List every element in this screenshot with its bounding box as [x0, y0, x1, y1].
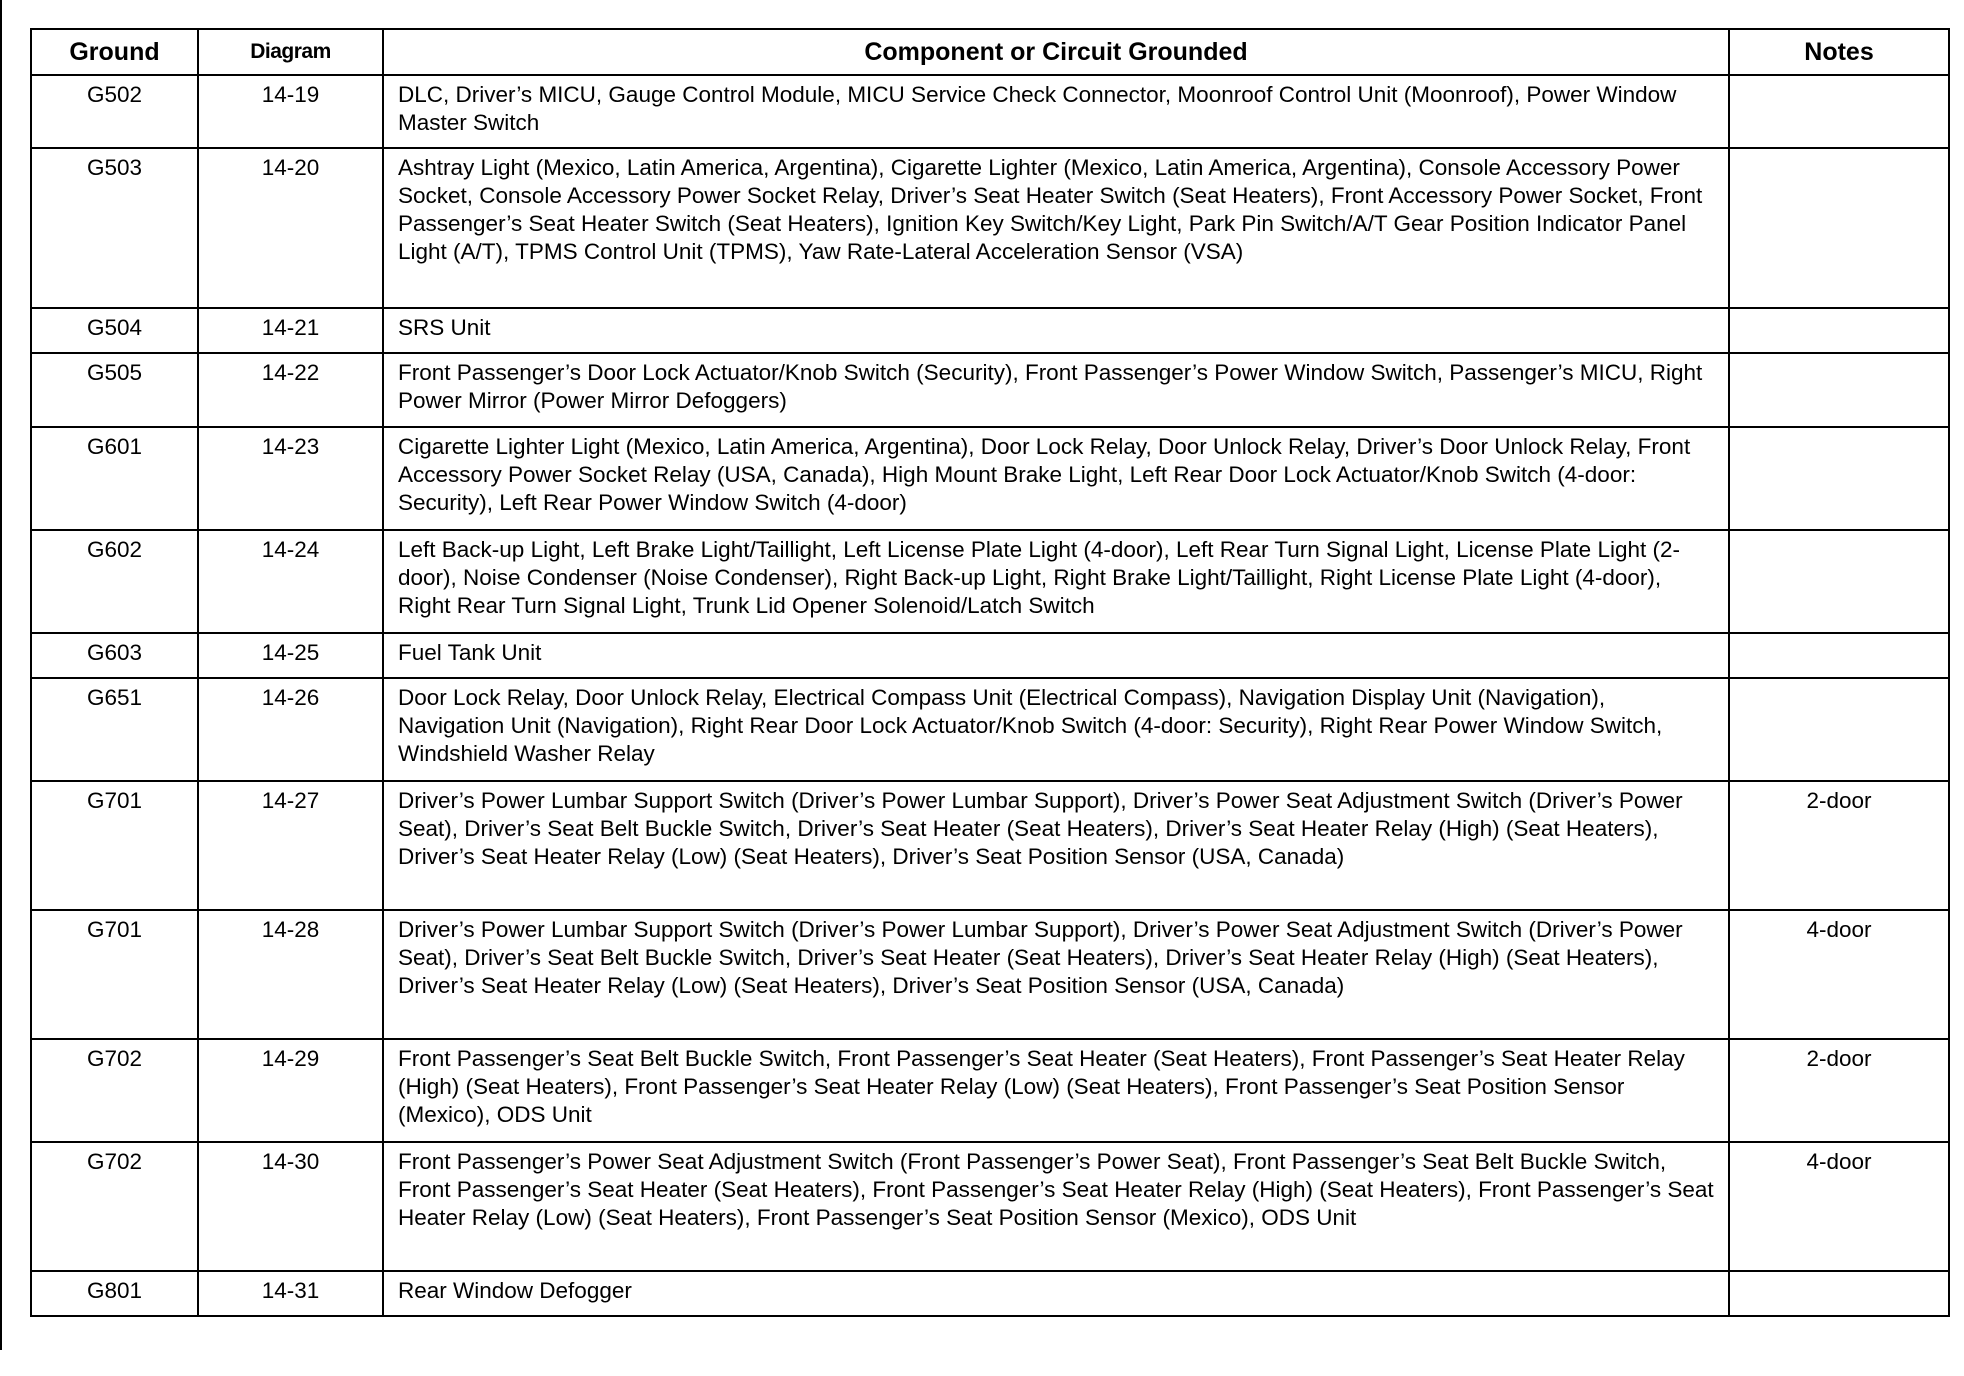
component-cell: SRS Unit: [383, 308, 1729, 353]
table-row: [31, 910, 1949, 1039]
ground-cell: G801: [31, 1271, 198, 1316]
notes-cell: [1729, 75, 1949, 148]
component-cell: Front Passenger’s Door Lock Actuator/Knob Switch (Security), Front Passenger’s Power Window Switch, Passenger’s MICU, Right Power Mirror (Power Mirror Defoggers): [383, 353, 1729, 427]
header-notes: Notes: [1729, 29, 1949, 75]
header-component: Component or Circuit Grounded: [383, 29, 1729, 75]
ground-cell: G702: [31, 1039, 198, 1142]
table-row: [31, 633, 1949, 678]
ground-cell: G504: [31, 308, 198, 353]
notes-cell: 4-door: [1729, 910, 1949, 1039]
table-row: [31, 1271, 1949, 1316]
page-edge-line: [0, 0, 2, 1350]
table-row: [31, 530, 1949, 633]
notes-cell: [1729, 427, 1949, 530]
notes-cell: [1729, 1271, 1949, 1316]
component-cell: Front Passenger’s Seat Belt Buckle Switch, Front Passenger’s Seat Heater (Seat Heaters), Front Passenger’s Seat Heater Relay (High) (Seat Heaters), Front Passenger’s Seat Heater Relay (Low) (Seat Heaters), Front Passenger’s Seat Position Sensor (Mexico), ODS Unit: [383, 1039, 1729, 1142]
table-row: [31, 781, 1949, 910]
notes-cell: 2-door: [1729, 1039, 1949, 1142]
component-cell: Door Lock Relay, Door Unlock Relay, Electrical Compass Unit (Electrical Compass), Navigation Display Unit (Navigation), Navigation Unit (Navigation), Right Rear Door Lock Actuator/Knob Switch (4-door: Security), Right Rear Power Window Switch, Windshield Washer Relay: [383, 678, 1729, 781]
notes-cell: 4-door: [1729, 1142, 1949, 1271]
notes-cell: [1729, 353, 1949, 427]
component-cell: Rear Window Defogger: [383, 1271, 1729, 1316]
component-cell: Front Passenger’s Power Seat Adjustment Switch (Front Passenger’s Power Seat), Front Passenger’s Seat Belt Buckle Switch, Front Passenger’s Seat Heater (Seat Heaters), Front Passenger’s Seat Heater Relay (High) (Seat Heaters), Front Passenger’s Seat Heater Relay (Low) (Seat Heaters), Front Passenger’s Seat Position Sensor (Mexico), ODS Unit: [383, 1142, 1729, 1271]
component-cell: DLC, Driver’s MICU, Gauge Control Module, MICU Service Check Connector, Moonroof Control Unit (Moonroof), Power Window Master Switch: [383, 75, 1729, 148]
table-row: [31, 148, 1949, 308]
diagram-cell: 14-30: [198, 1142, 383, 1271]
diagram-cell: 14-23: [198, 427, 383, 530]
diagram-cell: 14-28: [198, 910, 383, 1039]
diagram-cell: 14-31: [198, 1271, 383, 1316]
ground-cell: G603: [31, 633, 198, 678]
ground-cell: G702: [31, 1142, 198, 1271]
component-cell: Driver’s Power Lumbar Support Switch (Driver’s Power Lumbar Support), Driver’s Power Seat Adjustment Switch (Driver’s Power Seat), Driver’s Seat Belt Buckle Switch, Driver’s Seat Heater (Seat Heaters), Driver’s Seat Heater Relay (High) (Seat Heaters), Driver’s Seat Heater Relay (Low) (Seat Heaters), Driver’s Seat Position Sensor (USA, Canada): [383, 781, 1729, 910]
component-cell: Fuel Tank Unit: [383, 633, 1729, 678]
notes-cell: 2-door: [1729, 781, 1949, 910]
ground-cell: G502: [31, 75, 198, 148]
component-cell: Left Back-up Light, Left Brake Light/Taillight, Left License Plate Light (4-door), Left Rear Turn Signal Light, License Plate Light (2-door), Noise Condenser (Noise Condenser), Right Back-up Light, Right Brake Light/Taillight, Right License Plate Light (4-door), Right Rear Turn Signal Light, Trunk Lid Opener Solenoid/Latch Switch: [383, 530, 1729, 633]
diagram-cell: 14-24: [198, 530, 383, 633]
diagram-cell: 14-19: [198, 75, 383, 148]
header-ground: Ground: [31, 29, 198, 75]
component-cell: Ashtray Light (Mexico, Latin America, Argentina), Cigarette Lighter (Mexico, Latin America, Argentina), Console Accessory Power Socket, Console Accessory Power Socket Relay, Driver’s Seat Heater Switch (Seat Heaters), Front Accessory Power Socket, Front Passenger’s Seat Heater Switch (Seat Heaters), Ignition Key Switch/Key Light, Park Pin Switch/A/T Gear Position Indicator Panel Light (A/T), TPMS Control Unit (TPMS), Yaw Rate-Lateral Acceleration Sensor (VSA): [383, 148, 1729, 308]
ground-cell: G503: [31, 148, 198, 308]
table-row: [31, 75, 1949, 148]
notes-cell: [1729, 530, 1949, 633]
ground-cell: G505: [31, 353, 198, 427]
ground-cell: G602: [31, 530, 198, 633]
header-diagram: Diagram: [198, 29, 383, 75]
ground-distribution-table: [30, 28, 1950, 1317]
table-header-row: [31, 29, 1949, 75]
component-cell: Cigarette Lighter Light (Mexico, Latin America, Argentina), Door Lock Relay, Door Unlock Relay, Driver’s Door Unlock Relay, Front Accessory Power Socket Relay (USA, Canada), High Mount Brake Light, Left Rear Door Lock Actuator/Knob Switch (4-door: Security), Left Rear Power Window Switch (4-door): [383, 427, 1729, 530]
notes-cell: [1729, 678, 1949, 781]
diagram-cell: 14-26: [198, 678, 383, 781]
notes-cell: [1729, 633, 1949, 678]
component-cell: Driver’s Power Lumbar Support Switch (Driver’s Power Lumbar Support), Driver’s Power Seat Adjustment Switch (Driver’s Power Seat), Driver’s Seat Belt Buckle Switch, Driver’s Seat Heater (Seat Heaters), Driver’s Seat Heater Relay (High) (Seat Heaters), Driver’s Seat Heater Relay (Low) (Seat Heaters), Driver’s Seat Position Sensor (USA, Canada): [383, 910, 1729, 1039]
notes-cell: [1729, 308, 1949, 353]
diagram-cell: 14-27: [198, 781, 383, 910]
ground-cell: G601: [31, 427, 198, 530]
table-row: [31, 1142, 1949, 1271]
table-row: [31, 678, 1949, 781]
diagram-cell: 14-20: [198, 148, 383, 308]
table-row: [31, 427, 1949, 530]
ground-cell: G701: [31, 781, 198, 910]
diagram-cell: 14-21: [198, 308, 383, 353]
ground-cell: G701: [31, 910, 198, 1039]
diagram-cell: 14-25: [198, 633, 383, 678]
ground-cell: G651: [31, 678, 198, 781]
diagram-cell: 14-29: [198, 1039, 383, 1142]
table-row: [31, 353, 1949, 427]
diagram-cell: 14-22: [198, 353, 383, 427]
table-row: [31, 308, 1949, 353]
notes-cell: [1729, 148, 1949, 308]
table-row: [31, 1039, 1949, 1142]
